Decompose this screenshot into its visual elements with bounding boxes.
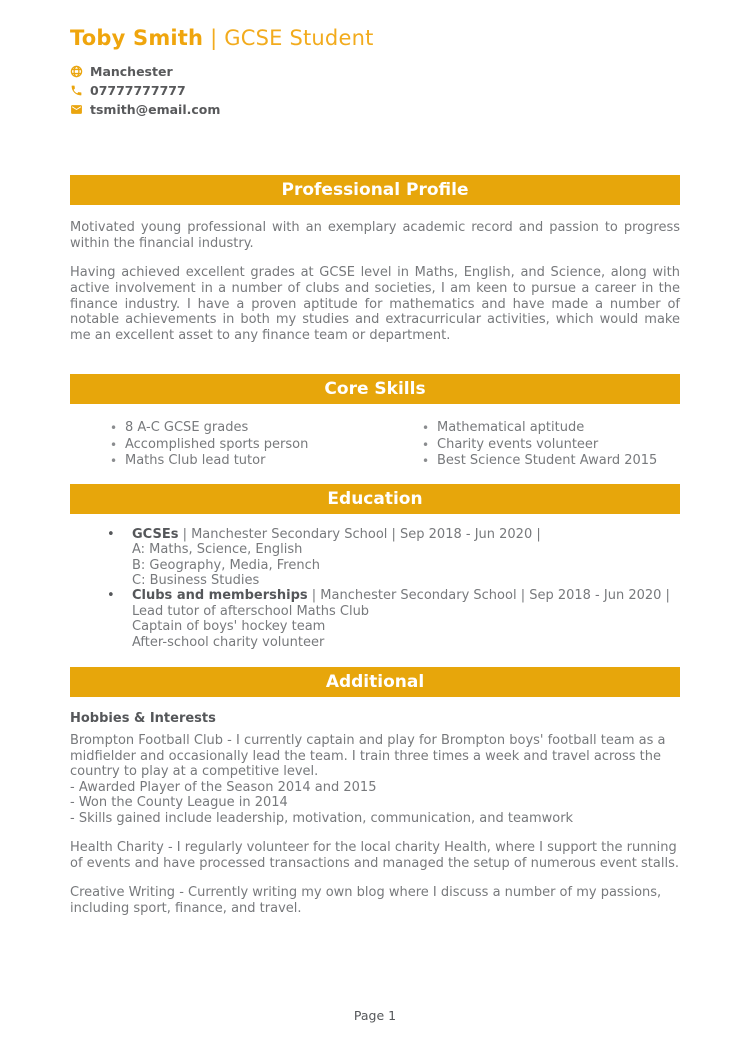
- page-title: [70, 26, 680, 51]
- contact-phone-text: 07777777777: [90, 83, 186, 99]
- contact-email: [70, 100, 680, 119]
- page-number: Page 1: [353, 1008, 397, 1023]
- skills-column-left: [70, 420, 375, 470]
- skills-columns: [70, 420, 680, 470]
- education-detail: A: Maths, Science, English: [132, 542, 303, 558]
- skill-item: • Mathematical aptitude: [422, 420, 680, 437]
- hobbies-interests-heading: Hobbies & Interests: [70, 711, 216, 727]
- education-entry-gcses: [70, 527, 680, 589]
- additional-paragraph-football: Brompton Football Club - I currently captain and play for Brompton boys' football team as a midfielder and occasionally lead the team. I train three times a week and travel across the country to play at a competitive level.: [70, 733, 666, 780]
- section-banner-core-skills: Core Skills: [70, 374, 680, 404]
- contact-email-text: tsmith@email.com: [90, 102, 221, 118]
- education-entry-clubs: [70, 588, 680, 650]
- profile-paragraph-2: Having achieved excellent grades at GCSE level in Maths, English, and Science, along with active involvement in a number of clubs and societies, I am keen to pursue a career in the finance industry. I have a proven aptitude for mathematics and have made a number of notable achievements in both my studies and extracurricular activities, which would make me an excellent asset to any finance team or department.: [70, 265, 680, 343]
- education-detail: Captain of boys' hockey team: [132, 619, 326, 635]
- contact-phone: [70, 81, 680, 100]
- section-banner-professional-profile: Professional Profile: [70, 175, 680, 205]
- contact-location: [70, 62, 680, 81]
- skills-column-right: [375, 420, 680, 470]
- additional-paragraph-writing: Creative Writing - Currently writing my own blog where I discuss a number of my passions, including sport, finance, and travel.: [70, 885, 662, 916]
- education-entry-meta: | Manchester Secondary School | Sep 2018 - Jun 2020 |: [182, 526, 541, 542]
- section-banner-additional: Additional: [70, 667, 680, 697]
- additional-paragraph-charity: Health Charity - I regularly volunteer for the local charity Health, where I support the running of events and have processed transactions and managed the setup of numerous event stalls.: [70, 840, 679, 871]
- envelope-icon: [70, 103, 83, 116]
- contact-block: [70, 62, 680, 119]
- education-list: [70, 527, 680, 650]
- globe-icon: [70, 65, 83, 78]
- candidate-role: | GCSE Student: [210, 26, 374, 50]
- phone-icon: [70, 84, 83, 97]
- skill-item: • Best Science Student Award 2015: [422, 453, 680, 470]
- education-entry-title: GCSEs: [132, 526, 179, 542]
- additional-achievement-line: - Won the County League in 2014: [70, 795, 288, 811]
- education-entry-title: Clubs and memberships: [132, 588, 308, 604]
- section-banner-education: Education: [70, 484, 680, 514]
- additional-achievement-line: - Awarded Player of the Season 2014 and 2015: [70, 779, 377, 795]
- education-entry-meta: | Manchester Secondary School | Sep 2018 - Jun 2020 |: [311, 588, 670, 604]
- skill-item: • Maths Club lead tutor: [110, 453, 375, 470]
- skill-item: • Charity events volunteer: [422, 437, 680, 454]
- profile-paragraph-1: Motivated young professional with an exemplary academic record and passion to progress within the financial industry.: [70, 220, 680, 251]
- skill-item: • 8 A-C GCSE grades: [110, 420, 375, 437]
- education-detail: B: Geography, Media, French: [132, 557, 320, 573]
- education-detail: After-school charity volunteer: [132, 634, 325, 650]
- additional-achievement-line: - Skills gained include leadership, motivation, communication, and teamwork: [70, 810, 574, 826]
- candidate-name: Toby Smith: [70, 26, 204, 50]
- education-detail: Lead tutor of afterschool Maths Club: [132, 603, 370, 619]
- contact-location-text: Manchester: [90, 64, 173, 80]
- education-detail: C: Business Studies: [132, 573, 260, 589]
- skill-item: • Accomplished sports person: [110, 437, 375, 454]
